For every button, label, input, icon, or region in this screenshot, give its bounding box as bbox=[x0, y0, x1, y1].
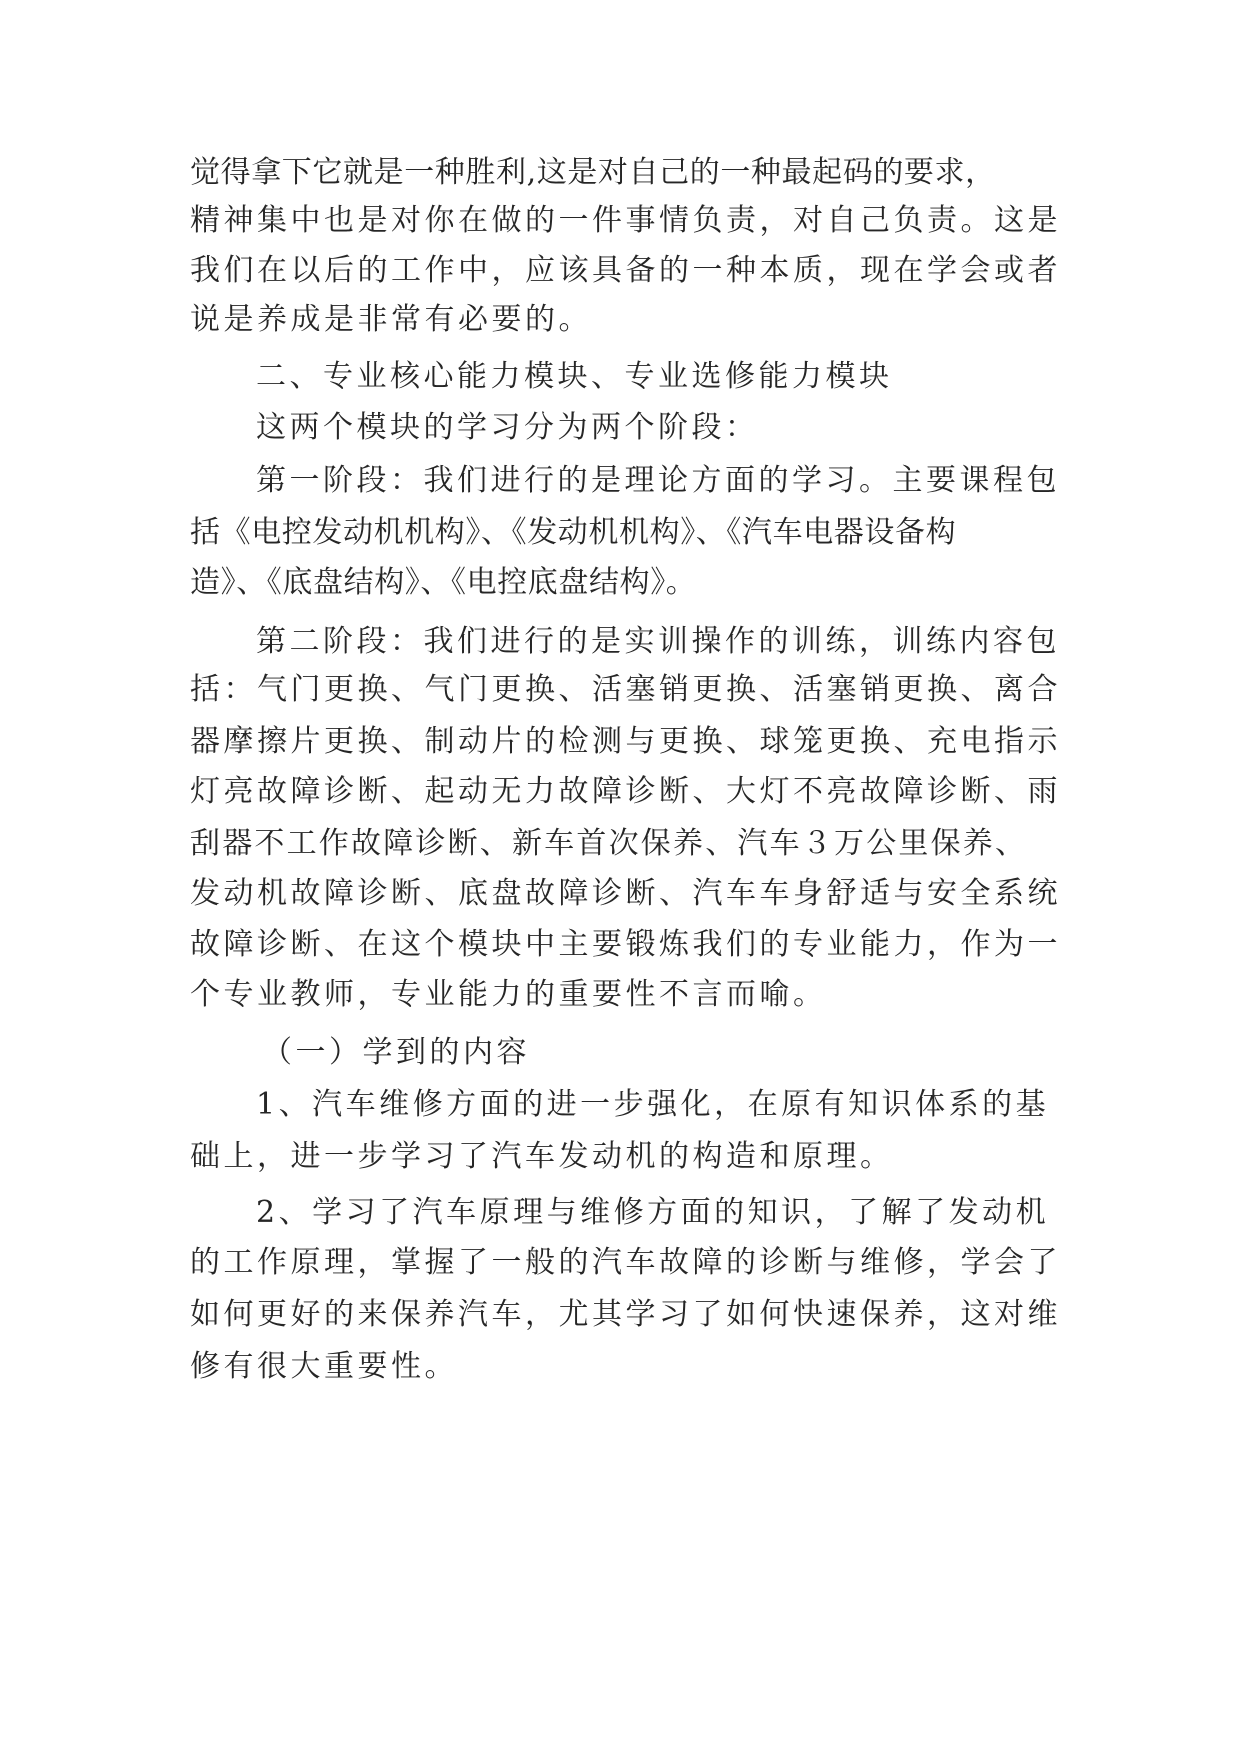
body-text-line: 我们在以后的工作中，应该具备的一种本质，现在学会或者 bbox=[190, 253, 1061, 288]
body-text-line: 故障诊断、在这个模块中主要锻炼我们的专业能力，作为一 bbox=[190, 927, 1061, 962]
body-text-line: 修有很大重要性。 bbox=[190, 1349, 458, 1384]
body-text-line: 括：气门更换、气门更换、活塞销更换、活塞销更换、离合 bbox=[190, 672, 1061, 707]
body-text-line: 造》、《底盘结构》、《电控底盘结构》。 bbox=[190, 565, 697, 600]
body-text-line: 如何更好的来保养汽车，尤其学习了如何快速保养，这对维 bbox=[190, 1297, 1061, 1332]
body-text-line: 1、汽车维修方面的进一步强化，在原有知识体系的基 bbox=[256, 1087, 1050, 1122]
body-text-line: 础上，进一步学习了汽车发动机的构造和原理。 bbox=[190, 1139, 894, 1174]
body-text-line: 第一阶段：我们进行的是理论方面的学习。主要课程包 bbox=[256, 463, 1060, 498]
body-text-line: 器摩擦片更换、制动片的检测与更换、球笼更换、充电指示 bbox=[190, 724, 1061, 759]
body-text-line: 觉得拿下它就是一种胜利,这是对自己的一种最起码的要求， bbox=[190, 155, 996, 190]
body-text-line: 刮器不工作故障诊断、新车首次保养、汽车３万公里保养、 bbox=[190, 826, 1028, 861]
body-text-line: 的工作原理，掌握了一般的汽车故障的诊断与维修，学会了 bbox=[190, 1245, 1061, 1280]
body-text-line: 2、学习了汽车原理与维修方面的知识，了解了发动机 bbox=[256, 1195, 1050, 1230]
body-text-line: 发动机故障诊断、底盘故障诊断、汽车车身舒适与安全系统 bbox=[190, 876, 1061, 911]
section-heading: 二、专业核心能力模块、专业选修能力模块 bbox=[256, 359, 893, 394]
body-text-line: 精神集中也是对你在做的一件事情负责，对自己负责。这是 bbox=[190, 203, 1061, 238]
body-text-line: 说是养成是非常有必要的。 bbox=[190, 302, 592, 337]
body-text-line: 括《电控发动机机构》、《发动机机构》、《汽车电器设备构 bbox=[190, 515, 957, 550]
body-text-line: 灯亮故障诊断、起动无力故障诊断、大灯不亮故障诊断、雨 bbox=[190, 774, 1061, 809]
body-text-line: 这两个模块的学习分为两个阶段： bbox=[256, 410, 759, 445]
body-text-line: 个专业教师，专业能力的重要性不言而喻。 bbox=[190, 977, 827, 1012]
body-text-line: 第二阶段：我们进行的是实训操作的训练，训练内容包 bbox=[256, 624, 1060, 659]
subsection-heading: （一）学到的内容 bbox=[262, 1035, 530, 1070]
